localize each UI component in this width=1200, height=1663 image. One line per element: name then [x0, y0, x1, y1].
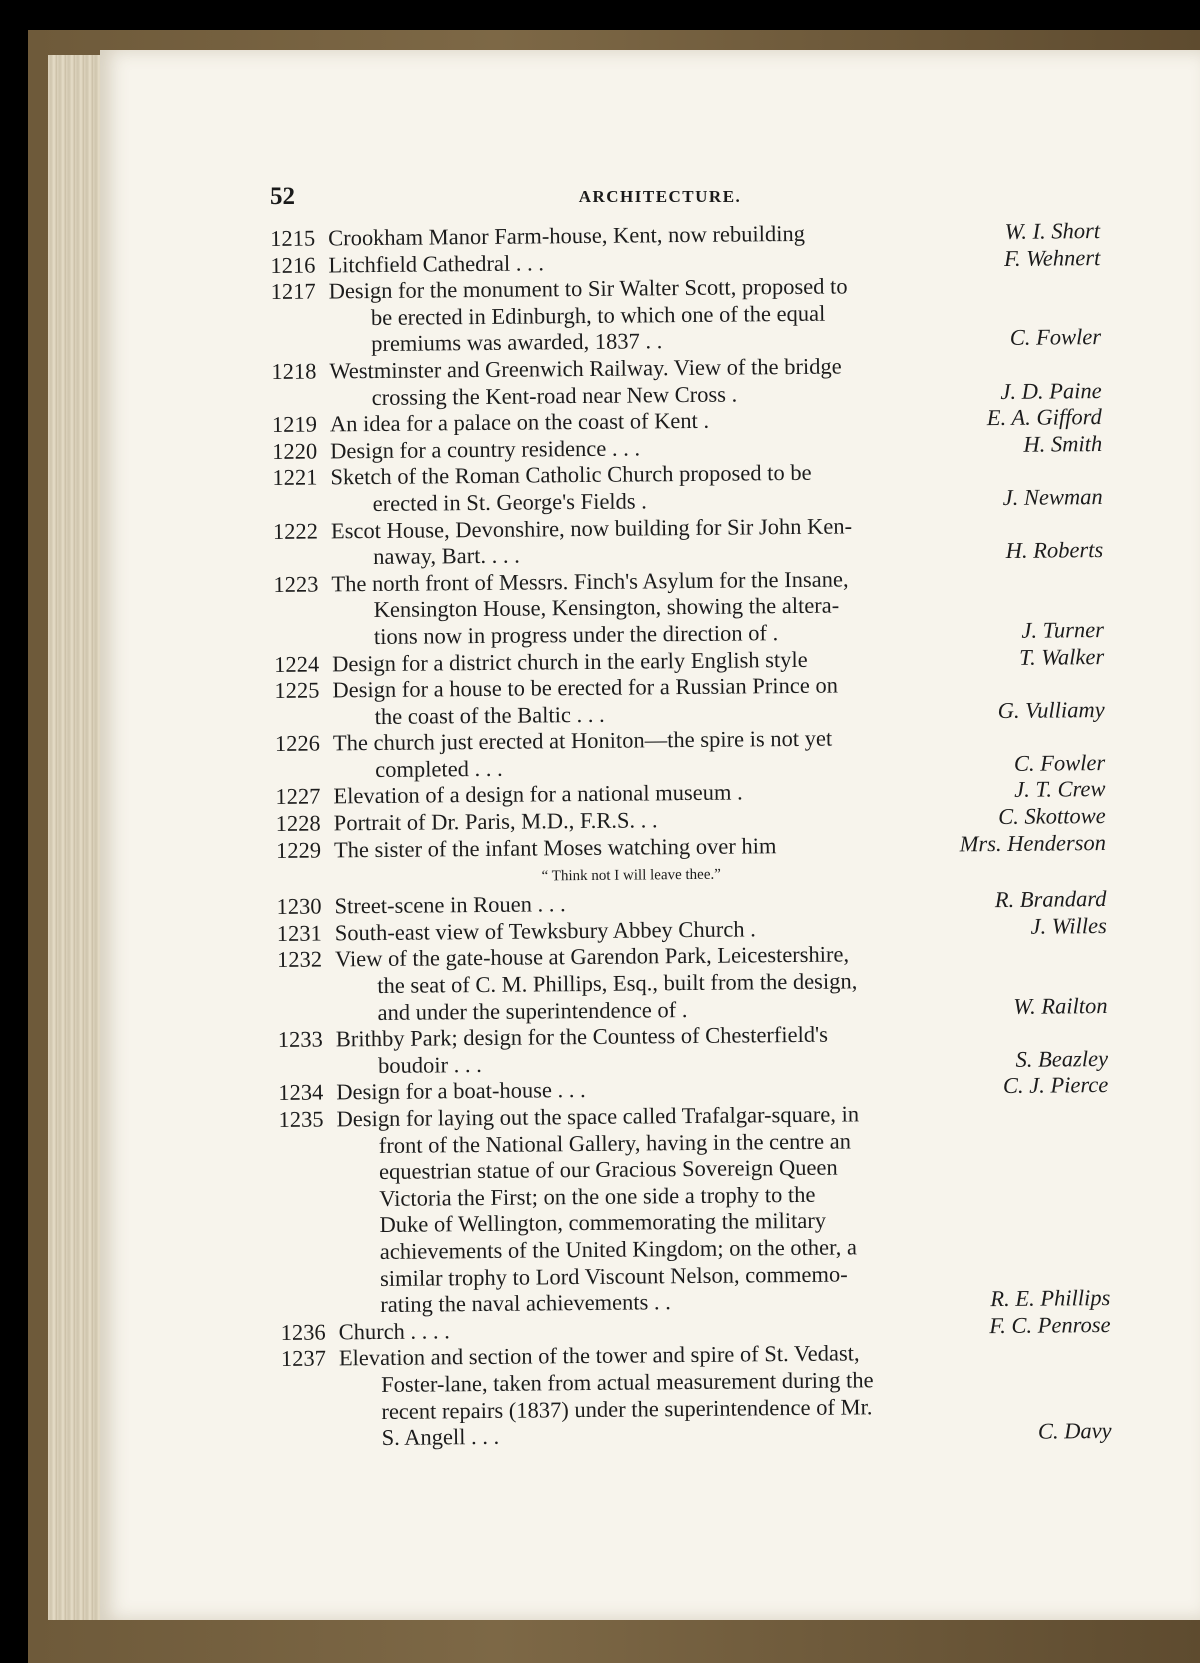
entry-text: crossing the Kent-road near New Cross . [371, 381, 738, 410]
catalogue-entry [273, 564, 1104, 652]
entry-text: Escot House, Devonshire, now building for Sir John Ken- [330, 512, 853, 543]
entry-text: View of the gate-house at Garendon Park, Leicestershire, [334, 941, 850, 972]
entry-text: Kensington House, Kensington, showing the altera- [373, 592, 840, 623]
entry-number: 1226 [274, 730, 321, 757]
entry-number: 1231 [276, 920, 322, 946]
entry-text: Westminster and Greenwich Railway. View of the bridge [329, 353, 842, 384]
entry-text: Crookham Manor Farm-house, Kent, now rebuilding [327, 220, 806, 251]
catalogue-entry [273, 511, 1103, 572]
entry-text: Design for a boat-house . . . [336, 1077, 586, 1105]
entry-text: Design for a house to be erected for a Russian Prince on [332, 672, 839, 703]
entry-artist: C. Fowler [1009, 324, 1102, 351]
entry-text: Portrait of Dr. Paris, M.D., F.R.S. . . [333, 807, 658, 836]
entry-number: 1215 [270, 225, 316, 251]
entry-text: naway, Bart. . . . [373, 542, 520, 570]
entry-number: 1235 [278, 1106, 324, 1132]
entry-number: 1234 [278, 1079, 324, 1106]
entry-text: recent repairs (1837) under the superintendence of Mr. [381, 1393, 873, 1424]
entry-text: rating the naval achievements . . [380, 1289, 671, 1318]
entry-text: equestrian statue of our Gracious Sovereign Queen [378, 1154, 838, 1185]
catalogue-entry [272, 457, 1102, 518]
entry-artist: C. Skottowe [998, 803, 1106, 830]
entry-text: Elevation and section of the tower and spire of St. Vedast, [338, 1340, 860, 1371]
entry-artist: J. D. Paine [1000, 377, 1102, 404]
catalogue-entry [276, 830, 1107, 895]
entry-number: 1220 [272, 438, 318, 464]
running-head: ARCHITECTURE. [578, 187, 742, 206]
entry-number: 1236 [280, 1319, 326, 1345]
entry-artist: J. T. Crew [1014, 776, 1106, 803]
entry-text: S. Angell . . . [381, 1423, 500, 1451]
entry-number: 1237 [280, 1345, 326, 1372]
entry-text: Sketch of the Roman Catholic Church proposed to be [330, 460, 812, 490]
entry-artist: R. Brandard [994, 886, 1107, 913]
catalogue-entry [278, 1099, 1110, 1320]
entry-number: 1219 [271, 411, 318, 438]
entry-number: 1227 [275, 784, 321, 810]
entry-text: Design for laying out the space called Trafalgar-square, in [336, 1101, 860, 1132]
entry-number: 1232 [276, 946, 323, 973]
entry-text: premiums was awarded, 1837 . . [371, 328, 663, 357]
catalogue-entry [271, 351, 1101, 412]
entry-artist: Mrs. Henderson [959, 829, 1107, 857]
catalogue-entry [277, 939, 1108, 1027]
entry-text: An idea for a palace on the coast of Kent . [329, 407, 710, 437]
entry-number: 1228 [275, 810, 321, 837]
entry-artist: G. Vulliamy [997, 696, 1105, 723]
entry-number: 1224 [274, 651, 320, 677]
page-number: 52 [270, 183, 295, 210]
entry-text: similar trophy to Lord Viscount Nelson, commemo- [379, 1261, 848, 1291]
entry-text: The north front of Messrs. Finch's Asylum for the Insane, [331, 566, 849, 597]
entry-text: Litchfield Cathedral . . . [328, 249, 545, 278]
entry-number: 1217 [270, 278, 316, 305]
entry-text: erected in St. George's Fields . [372, 488, 647, 516]
entry-text: The sister of the infant Moses watching over him [333, 832, 777, 863]
entry-artist: J. Newman [1002, 483, 1103, 510]
entry-artist: C. Davy [1037, 1418, 1112, 1444]
entry-text: completed . . . [375, 755, 503, 782]
entry-number: 1218 [271, 358, 317, 384]
entry-text: be erected in Edinburgh, to which one of the equal [370, 300, 826, 330]
entry-artist: H. Smith [1023, 430, 1103, 457]
entry-quote: “ Think not I will leave thee.” [541, 866, 721, 885]
entry-number: 1223 [273, 571, 319, 597]
entry-text: Elevation of a design for a national museum . [333, 779, 743, 809]
entry-artist: S. Beazley [1015, 1045, 1109, 1072]
entry-text: the seat of C. M. Phillips, Esq., built from the design, [377, 968, 858, 999]
entry-text: Duke of Wellington, commemorating the military [379, 1208, 827, 1238]
entry-text: Brithby Park; design for the Countess of Chesterfield's [335, 1021, 829, 1052]
entry-artist: W. Railton [1013, 992, 1108, 1019]
catalogue-entry [275, 723, 1105, 784]
entry-number: 1225 [274, 677, 320, 704]
entry-artist: F. C. Penrose [989, 1311, 1111, 1338]
entry-text: tions now in progress under the direction of . [373, 620, 779, 649]
entry-artist: H. Roberts [1005, 537, 1104, 564]
entry-artist: F. Wehnert [1003, 244, 1101, 271]
entry-text: Church . . . . [338, 1318, 450, 1345]
entry-number: 1230 [276, 893, 322, 920]
entry-number: 1221 [272, 464, 318, 491]
catalogue-entry [278, 1019, 1108, 1080]
entry-artist: J. Turner [1021, 616, 1105, 643]
entry-text: the coast of the Baltic . . . [374, 701, 605, 729]
entry-artist: W. I. Short [1004, 218, 1101, 244]
entry-text: Street-scene in Rouen . . . [334, 891, 566, 919]
entry-text: Design for a district church in the early English style [332, 646, 808, 676]
entry-number: 1222 [272, 518, 319, 544]
entry-artist: T. Walker [1019, 643, 1105, 670]
entry-text: Victoria the First; on the one side a trophy to the [379, 1181, 816, 1211]
entry-text: boudoir . . . [377, 1051, 482, 1078]
entry-text: front of the National Gallery, having in the centre an [378, 1128, 852, 1158]
entry-artist: C. Fowler [1013, 749, 1106, 776]
catalogue-entry [271, 271, 1102, 359]
entry-text: Foster-lane, taken from actual measurement during the [381, 1367, 874, 1397]
entry-artist: R. E. Phillips [990, 1285, 1111, 1312]
entry-number: 1233 [277, 1026, 323, 1053]
catalogue-entry [281, 1338, 1112, 1452]
entry-text: Design for a country residence . . . [330, 435, 641, 464]
entry-artist: J. Willes [1030, 912, 1107, 939]
catalogue-entries [270, 218, 1112, 1453]
entry-text: and under the superintendence of . [377, 996, 688, 1025]
entry-text: The church just erected at Honiton—the spire is not yet [332, 725, 833, 756]
entry-text: achievements of the United Kingdom; on the other, a [379, 1234, 858, 1264]
entry-text: South-east view of Tewksbury Abbey Church . [334, 916, 756, 946]
entry-artist: C. J. Pierce [1002, 1072, 1109, 1099]
catalogue-entry [274, 670, 1104, 731]
entry-text: Design for the monument to Sir Walter Scott, proposed to [328, 273, 848, 304]
entry-artist: E. A. Gifford [986, 404, 1102, 431]
entry-number: 1229 [275, 837, 322, 863]
page-header [270, 183, 1050, 213]
entry-number: 1216 [270, 252, 316, 278]
